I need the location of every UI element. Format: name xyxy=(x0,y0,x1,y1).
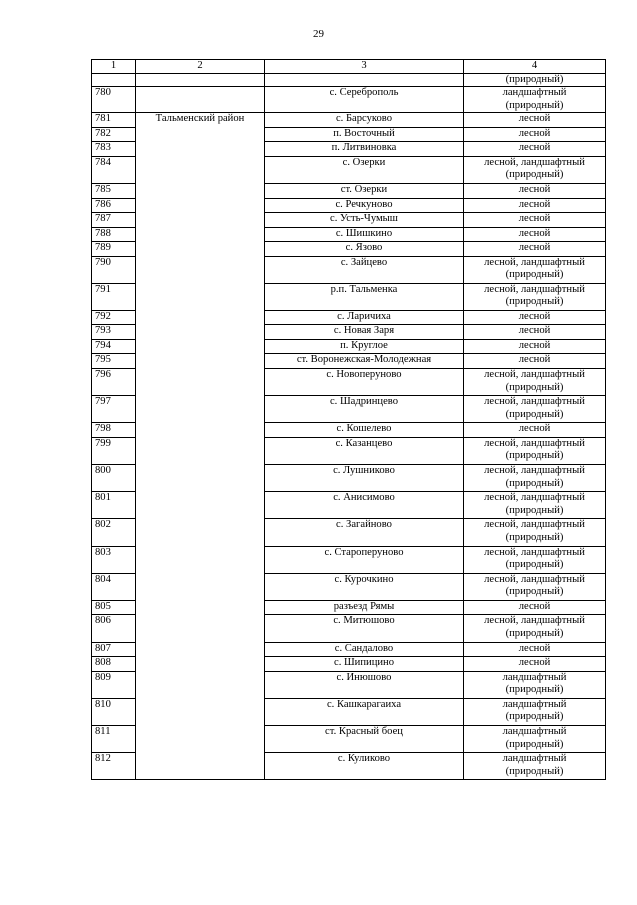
row-number: 804 xyxy=(92,573,136,600)
row-number: 788 xyxy=(92,227,136,242)
complex-type xyxy=(464,753,606,780)
row-number: 781 xyxy=(92,113,136,128)
column-header-2: 2 xyxy=(136,60,265,74)
complex-type-line: (природный) xyxy=(505,504,564,516)
continuation-row xyxy=(92,73,606,87)
complex-type xyxy=(464,325,606,340)
complex-type-line: (природный) xyxy=(505,381,564,393)
row-number: 799 xyxy=(92,437,136,464)
complex-type xyxy=(464,242,606,257)
place-name: ст. Красный боец xyxy=(265,726,464,753)
complex-type-line: (природный) xyxy=(505,477,564,489)
complex-type-line: лесной xyxy=(518,127,551,139)
place-name: с. Куликово xyxy=(265,753,464,780)
complex-type xyxy=(464,642,606,657)
complex-type-line: ландшафтный xyxy=(502,87,567,99)
place-name: с. Староперуново xyxy=(265,546,464,573)
complex-type-line: ландшафтный xyxy=(502,698,567,710)
row-number: 802 xyxy=(92,519,136,546)
complex-type xyxy=(464,573,606,600)
row-number: 806 xyxy=(92,615,136,642)
complex-type xyxy=(464,227,606,242)
row-number: 794 xyxy=(92,339,136,354)
complex-type-line: (природный) xyxy=(505,408,564,420)
complex-type-line: лесной, ландшафтный xyxy=(484,283,585,295)
place-name: с. Шишкино xyxy=(265,227,464,242)
row-number: 783 xyxy=(92,142,136,157)
row-number: 812 xyxy=(92,753,136,780)
place-name: с. Новая Заря xyxy=(265,325,464,340)
complex-type xyxy=(464,519,606,546)
row-number: 780 xyxy=(92,87,136,113)
complex-type-line: лесной xyxy=(518,339,551,351)
complex-type xyxy=(464,437,606,464)
complex-type-line: лесной, ландшафтный xyxy=(484,546,585,558)
complex-type xyxy=(464,465,606,492)
complex-type-line: лесной xyxy=(518,600,551,612)
row-number: 810 xyxy=(92,698,136,725)
place-name: с. Усть-Чумыш xyxy=(265,213,464,228)
table-row xyxy=(92,87,606,113)
complex-type xyxy=(464,354,606,369)
complex-type-line: лесной xyxy=(518,242,551,254)
complex-type xyxy=(464,423,606,438)
complex-type-line: (природный) xyxy=(505,559,564,571)
complex-type xyxy=(464,615,606,642)
complex-type-line: (природный) xyxy=(505,269,564,281)
complex-type-line: лесной xyxy=(518,325,551,337)
complex-type xyxy=(464,492,606,519)
complex-type-line: (природный) xyxy=(505,296,564,308)
complex-type-line: лесной, ландшафтный xyxy=(484,615,585,627)
column-header-1: 1 xyxy=(92,60,136,74)
complex-type xyxy=(464,87,606,113)
complex-type-line: лесной, ландшафтный xyxy=(484,519,585,531)
row-number: 787 xyxy=(92,213,136,228)
place-name: с. Казанцево xyxy=(265,437,464,464)
settlements-table xyxy=(91,59,606,780)
place-name: с. Кошелево xyxy=(265,423,464,438)
complex-type-line: лесной, ландшафтный xyxy=(484,156,585,168)
place-name: с. Барсуково xyxy=(265,113,464,128)
complex-type xyxy=(464,726,606,753)
complex-type-line: лесной, ландшафтный xyxy=(484,437,585,449)
row-number xyxy=(92,73,136,87)
row-number: 791 xyxy=(92,283,136,310)
row-number: 785 xyxy=(92,184,136,199)
row-number: 789 xyxy=(92,242,136,257)
district-name: Тальменский район xyxy=(136,113,265,780)
place-name: р.п. Тальменка xyxy=(265,283,464,310)
row-number: 807 xyxy=(92,642,136,657)
row-number: 792 xyxy=(92,310,136,325)
complex-type xyxy=(464,127,606,142)
complex-type xyxy=(464,698,606,725)
complex-type-line: лесной xyxy=(518,354,551,366)
complex-type xyxy=(464,671,606,698)
complex-type-line: лесной, ландшафтный xyxy=(484,573,585,585)
complex-type xyxy=(464,184,606,199)
complex-type-line: лесной xyxy=(518,113,551,125)
complex-type xyxy=(464,283,606,310)
place-name: с. Сандалово xyxy=(265,642,464,657)
page-number: 29 xyxy=(313,28,324,40)
complex-type xyxy=(464,339,606,354)
row-number: 798 xyxy=(92,423,136,438)
complex-type xyxy=(464,156,606,183)
complex-type-line: лесной xyxy=(518,213,551,225)
table-header-row xyxy=(92,60,606,74)
row-number: 793 xyxy=(92,325,136,340)
complex-type-line: (природный) xyxy=(505,738,564,750)
complex-type-line: ландшафтный xyxy=(502,726,567,737)
place-cell xyxy=(265,73,464,87)
complex-type-line: лесной, ландшафтный xyxy=(484,368,585,380)
complex-type xyxy=(464,310,606,325)
complex-type xyxy=(464,142,606,157)
complex-type xyxy=(464,546,606,573)
row-number: 800 xyxy=(92,465,136,492)
type-cell: (природный) xyxy=(464,73,606,87)
row-number: 790 xyxy=(92,256,136,283)
complex-type-line: (природный) xyxy=(505,531,564,543)
place-name: с. Курочкино xyxy=(265,573,464,600)
row-number: 796 xyxy=(92,368,136,395)
column-header-3: 3 xyxy=(265,60,464,74)
row-number: 786 xyxy=(92,198,136,213)
complex-type xyxy=(464,198,606,213)
complex-type-line: лесной xyxy=(518,642,551,654)
district-cell xyxy=(136,73,265,87)
row-number: 782 xyxy=(92,127,136,142)
complex-type-line: (природный) xyxy=(505,765,564,777)
complex-type xyxy=(464,113,606,128)
place-name: с. Озерки xyxy=(265,156,464,183)
place-name: разъезд Рямы xyxy=(265,600,464,615)
place-name: с. Речкуново xyxy=(265,198,464,213)
row-number: 797 xyxy=(92,396,136,423)
row-number: 805 xyxy=(92,600,136,615)
place-name: с. Шадринцево xyxy=(265,396,464,423)
place-name: с. Анисимово xyxy=(265,492,464,519)
column-header-4: 4 xyxy=(464,60,606,74)
row-number: 784 xyxy=(92,156,136,183)
complex-type xyxy=(464,657,606,672)
place-name: с. Кашкарагаиха xyxy=(265,698,464,725)
place-name: с. Инюшово xyxy=(265,671,464,698)
complex-type xyxy=(464,368,606,395)
complex-type-line: лесной, ландшафтный xyxy=(484,256,585,268)
place-name: с. Шипицино xyxy=(265,657,464,672)
place-name: с. Сереброполь xyxy=(265,87,464,113)
place-name: с. Загайново xyxy=(265,519,464,546)
complex-type-line: лесной, ландшафтный xyxy=(484,492,585,504)
complex-type xyxy=(464,256,606,283)
place-name: п. Восточный xyxy=(265,127,464,142)
complex-type-line: лесной xyxy=(518,142,551,154)
row-number: 809 xyxy=(92,671,136,698)
row-number: 811 xyxy=(92,726,136,753)
complex-type-line: (природный) xyxy=(505,684,564,696)
place-name: п. Круглое xyxy=(265,339,464,354)
row-number: 801 xyxy=(92,492,136,519)
complex-type-line: лесной xyxy=(518,184,551,196)
complex-type-line: ландшафтный xyxy=(502,753,567,765)
complex-type xyxy=(464,600,606,615)
complex-type-line: (природный) xyxy=(505,628,564,640)
complex-type xyxy=(464,213,606,228)
place-name: с. Новоперуново xyxy=(265,368,464,395)
complex-type-line: лесной xyxy=(518,310,551,322)
place-name: с. Язово xyxy=(265,242,464,257)
row-number: 803 xyxy=(92,546,136,573)
place-name: с. Митюшово xyxy=(265,615,464,642)
place-name: с. Лушниково xyxy=(265,465,464,492)
place-name: ст. Воронежская-Молодежная xyxy=(265,354,464,369)
complex-type-line: лесной, ландшафтный xyxy=(484,396,585,408)
district-cell-empty xyxy=(136,87,265,113)
table-row xyxy=(92,113,606,128)
complex-type-line: лесной, ландшафтный xyxy=(484,465,585,476)
row-number: 808 xyxy=(92,657,136,672)
place-name: с. Ларичиха xyxy=(265,310,464,325)
complex-type-line: ландшафтный xyxy=(502,671,567,683)
place-name: с. Зайцево xyxy=(265,256,464,283)
complex-type-line: лесной xyxy=(518,423,551,435)
place-name: п. Литвиновка xyxy=(265,142,464,157)
complex-type-line: (природный) xyxy=(505,99,564,111)
complex-type-line: (природный) xyxy=(505,169,564,181)
row-number: 795 xyxy=(92,354,136,369)
complex-type-line: лесной xyxy=(518,198,551,210)
place-name: ст. Озерки xyxy=(265,184,464,199)
complex-type xyxy=(464,396,606,423)
complex-type-line: лесной xyxy=(518,227,551,239)
complex-type-line: (природный) xyxy=(505,450,564,462)
complex-type-line: (природный) xyxy=(505,586,564,598)
complex-type-line: лесной xyxy=(518,657,551,669)
complex-type-line: (природный) xyxy=(505,711,564,723)
